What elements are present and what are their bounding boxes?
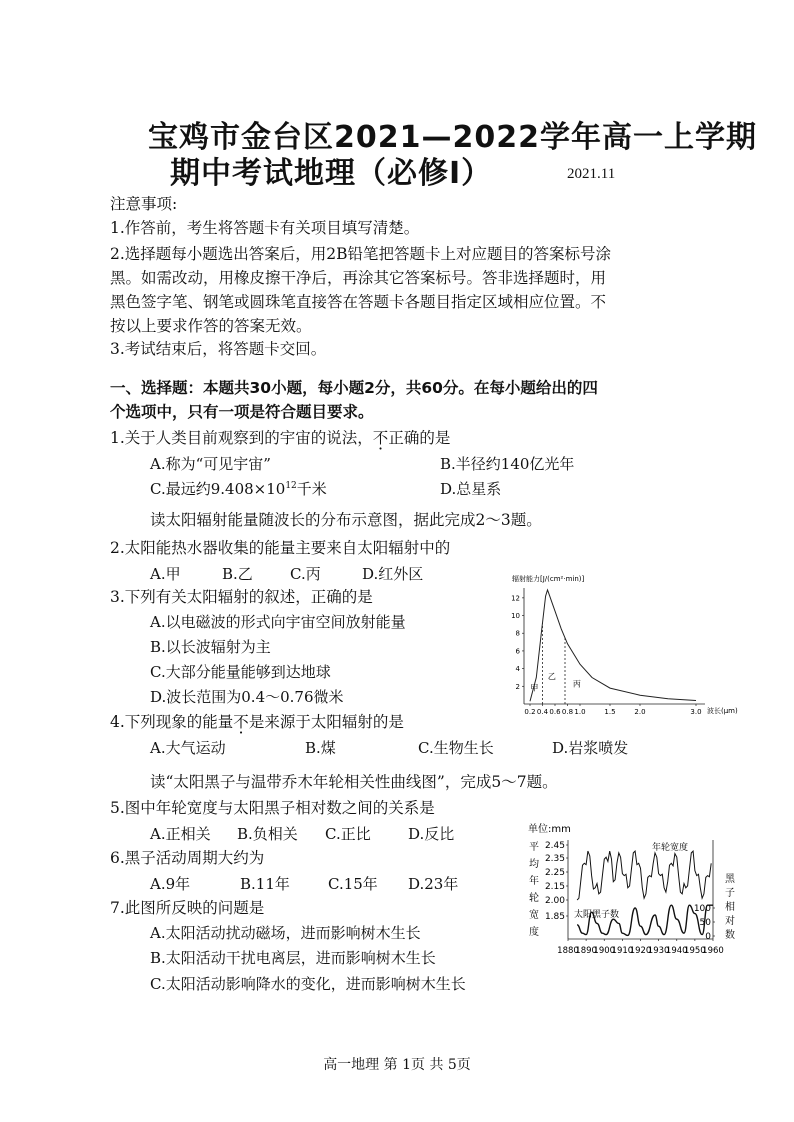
chart2-series-label-ring: 年轮宽度 — [652, 843, 689, 853]
chart2-right-label-char: 子 — [725, 888, 735, 899]
chart1-xtick-label: 3.0 — [690, 708, 702, 716]
chart1-xtick-label: 0.6 — [549, 708, 561, 716]
q2-stem: 2.太阳能热水器收集的能量主要来自太阳辐射中的 — [110, 539, 451, 557]
chart1-ytick-label: 12 — [511, 594, 520, 603]
q3-option-d: D.波长范围为0.4～0.76微米 — [150, 688, 344, 706]
chart1-ytick-label: 6 — [515, 647, 520, 656]
q1-emphasis: 不 — [372, 429, 389, 447]
reading-prompt-1: 读太阳辐射能量随波长的分布示意图，据此完成2～3题。 — [150, 511, 542, 529]
q5-option-c: C.正比 — [325, 825, 371, 843]
chart2-left-tick-label: 2.25 — [544, 868, 565, 878]
q2-option-d: D.红外区 — [362, 565, 424, 583]
section-heading-line2: 个选项中，只有一项是符合题目要求。 — [110, 403, 374, 421]
notice-item-3: 3.考试结束后，将答题卡交回。 — [110, 340, 327, 358]
q5-stem: 5.图中年轮宽度与太阳黑子相对数之间的关系是 — [110, 799, 435, 817]
sunspot-treering-chart — [520, 818, 740, 960]
q4-emphasis: 不 — [233, 713, 249, 731]
chart1-xlabel: 波长(μm) — [707, 707, 738, 715]
q6-option-a: A.9年 — [150, 875, 191, 893]
chart2-left-label-char: 平 — [529, 842, 539, 853]
chart2-left-label-char: 度 — [529, 927, 539, 938]
notice-item-2: 2.选择题每小题选出答案后，用2B铅笔把答题卡上对应题目的答案标号涂 — [110, 245, 612, 263]
q7-option-b: B.太阳活动干扰电离层，进而影响树木生长 — [150, 949, 436, 967]
q7-option-a: A.太阳活动扰动磁场，进而影响树木生长 — [150, 924, 421, 942]
q4-option-b: B.煤 — [305, 739, 336, 757]
chart2-left-tick-label: 2.35 — [544, 854, 565, 864]
chart2-xtick-label: 1930 — [647, 946, 670, 956]
page-title-line1: 宝鸡市金台区2021—2022学年高一上学期 — [148, 120, 757, 155]
chart2-left-label-char: 轮 — [529, 893, 539, 904]
chart2-left-label-char: 年 — [529, 876, 539, 887]
chart1-ytick-label: 4 — [515, 665, 520, 674]
chart2-left-tick-label: 2.45 — [544, 841, 565, 851]
q7-stem: 7.此图所反映的问题是 — [110, 899, 265, 917]
q5-option-a: A.正相关 — [150, 825, 211, 843]
chart2-right-label-char: 黑 — [725, 874, 735, 885]
chart1-ytick-label: 8 — [515, 629, 520, 638]
q1-option-d: D.总星系 — [440, 480, 502, 498]
q3-option-c: C.大部分能量能够到达地球 — [150, 663, 331, 681]
q4-option-c: C.生物生长 — [418, 739, 494, 757]
chart2-right-tick-label: 0 — [705, 932, 711, 942]
chart1-radiation-curve — [530, 590, 696, 701]
q3-option-a: A.以电磁波的形式向宇宙空间放射能量 — [150, 613, 406, 631]
chart2-left-tick-label: 1.85 — [544, 912, 565, 922]
section-heading-line1: 一、选择题：本题共30小题，每小题2分，共60分。在每小题给出的四 — [110, 379, 598, 397]
q3-stem: 3.下列有关太阳辐射的叙述，正确的是 — [110, 588, 373, 606]
page-footer: 高一地理 第 1页 共 5页 — [323, 1057, 471, 1073]
q5-option-b: B.负相关 — [237, 825, 298, 843]
notice-item-2-cont1: 黑。如需改动，用橡皮擦干净后，再涂其它答案标号。答非选择题时，用 — [110, 269, 607, 287]
chart2-xtick-label: 1880 — [557, 946, 579, 956]
chart1-ytick-label: 10 — [511, 612, 520, 621]
chart2-xtick-label: 1920 — [629, 946, 652, 956]
chart1-xtick-label: 0.4 — [536, 708, 549, 716]
chart2-left-label-char: 宽 — [529, 910, 539, 921]
exam-date: 2021.11 — [567, 166, 616, 182]
notice-item-2-cont3: 按以上要求作答的答案无效。 — [110, 317, 312, 335]
chart2-xtick-label: 1900 — [593, 946, 616, 956]
chart2-xtick-label: 1950 — [684, 946, 706, 956]
notice-heading: 注意事项: — [110, 195, 178, 213]
q2-option-a: A.甲 — [150, 565, 181, 583]
chart2-xtick-label: 1890 — [575, 946, 597, 956]
q7-option-c: C.太阳活动影响降水的变化，进而影响树木生长 — [150, 975, 466, 993]
q2-option-c: C.丙 — [290, 565, 321, 583]
chart1-region-label: 甲 — [530, 683, 539, 693]
chart2-right-tick-label: 100 — [693, 904, 711, 914]
chart1-xtick-label: 1.0 — [574, 708, 586, 716]
q6-option-b: B.11年 — [240, 875, 290, 893]
chart2-right-label-char: 对 — [725, 916, 735, 927]
chart1-region-label: 丙 — [572, 679, 581, 689]
chart2-left-label-char: 均 — [529, 859, 539, 870]
chart2-right-label-char: 数 — [725, 930, 735, 941]
q4-stem: 4.下列现象的能量不是来源于太阳辐射的是 — [110, 713, 404, 731]
notice-item-2-cont2: 黑色签字笔、钢笔或圆珠笔直接答在答题卡各题目指定区域相应位置。不 — [110, 293, 607, 311]
q6-stem: 6.黑子活动周期大约为 — [110, 849, 265, 867]
page-title-line2: 期中考试地理（必修Ⅰ） — [170, 156, 493, 191]
reading-prompt-2: 读“太阳黑子与温带乔木年轮相关性曲线图”，完成5～7题。 — [150, 773, 558, 791]
chart2-right-label-char: 相 — [725, 902, 735, 913]
q1-stem: 1.关于人类目前观察到的宇宙的说法，不正确的是 — [110, 429, 451, 447]
chart1-xtick-label: 2.0 — [634, 708, 646, 716]
chart1-xtick-label: 1.5 — [604, 708, 616, 716]
notice-item-1: 1.作答前，考生将答题卡有关项目填写清楚。 — [110, 219, 420, 237]
chart1-xtick-label: 0.2 — [524, 708, 536, 716]
chart2-series-label-sunspot: 太阳黑子数 — [574, 910, 620, 920]
q3-option-b: B.以长波辐射为主 — [150, 638, 271, 656]
q6-option-c: C.15年 — [328, 875, 378, 893]
q4-option-a: A.大气运动 — [150, 739, 226, 757]
chart2-unit-label: 单位:mm — [528, 824, 571, 835]
chart1-ylabel: 辐射能力[J/(cm²·min)] — [512, 575, 585, 583]
chart1-ytick-label: 2 — [515, 682, 520, 691]
chart2-xtick-label: 1910 — [611, 946, 634, 956]
chart2-xtick-label: 1940 — [665, 946, 688, 956]
chart2-xtick-label: 1960 — [702, 946, 724, 956]
q1-option-c: C.最远约$9.408\times 10^{12}$千米 — [150, 480, 327, 498]
q2-option-b: B.乙 — [222, 565, 253, 583]
chart2-left-tick-label: 2.00 — [544, 896, 565, 906]
chart1-xtick-label: 0.8 — [561, 708, 574, 716]
q1-option-a: A.称为“可见宇宙” — [150, 455, 271, 473]
chart2-ring-width-series — [577, 851, 711, 900]
q6-option-d: D.23年 — [408, 875, 459, 893]
q4-option-d: D.岩浆喷发 — [552, 739, 629, 757]
q1-option-b: B.半径约140亿光年 — [440, 455, 575, 473]
q5-option-d: D.反比 — [408, 825, 455, 843]
chart2-left-tick-label: 2.15 — [544, 882, 565, 892]
chart2-right-tick-label: 50 — [699, 918, 711, 928]
chart1-region-label: 乙 — [547, 672, 556, 682]
solar-radiation-chart — [500, 573, 738, 721]
